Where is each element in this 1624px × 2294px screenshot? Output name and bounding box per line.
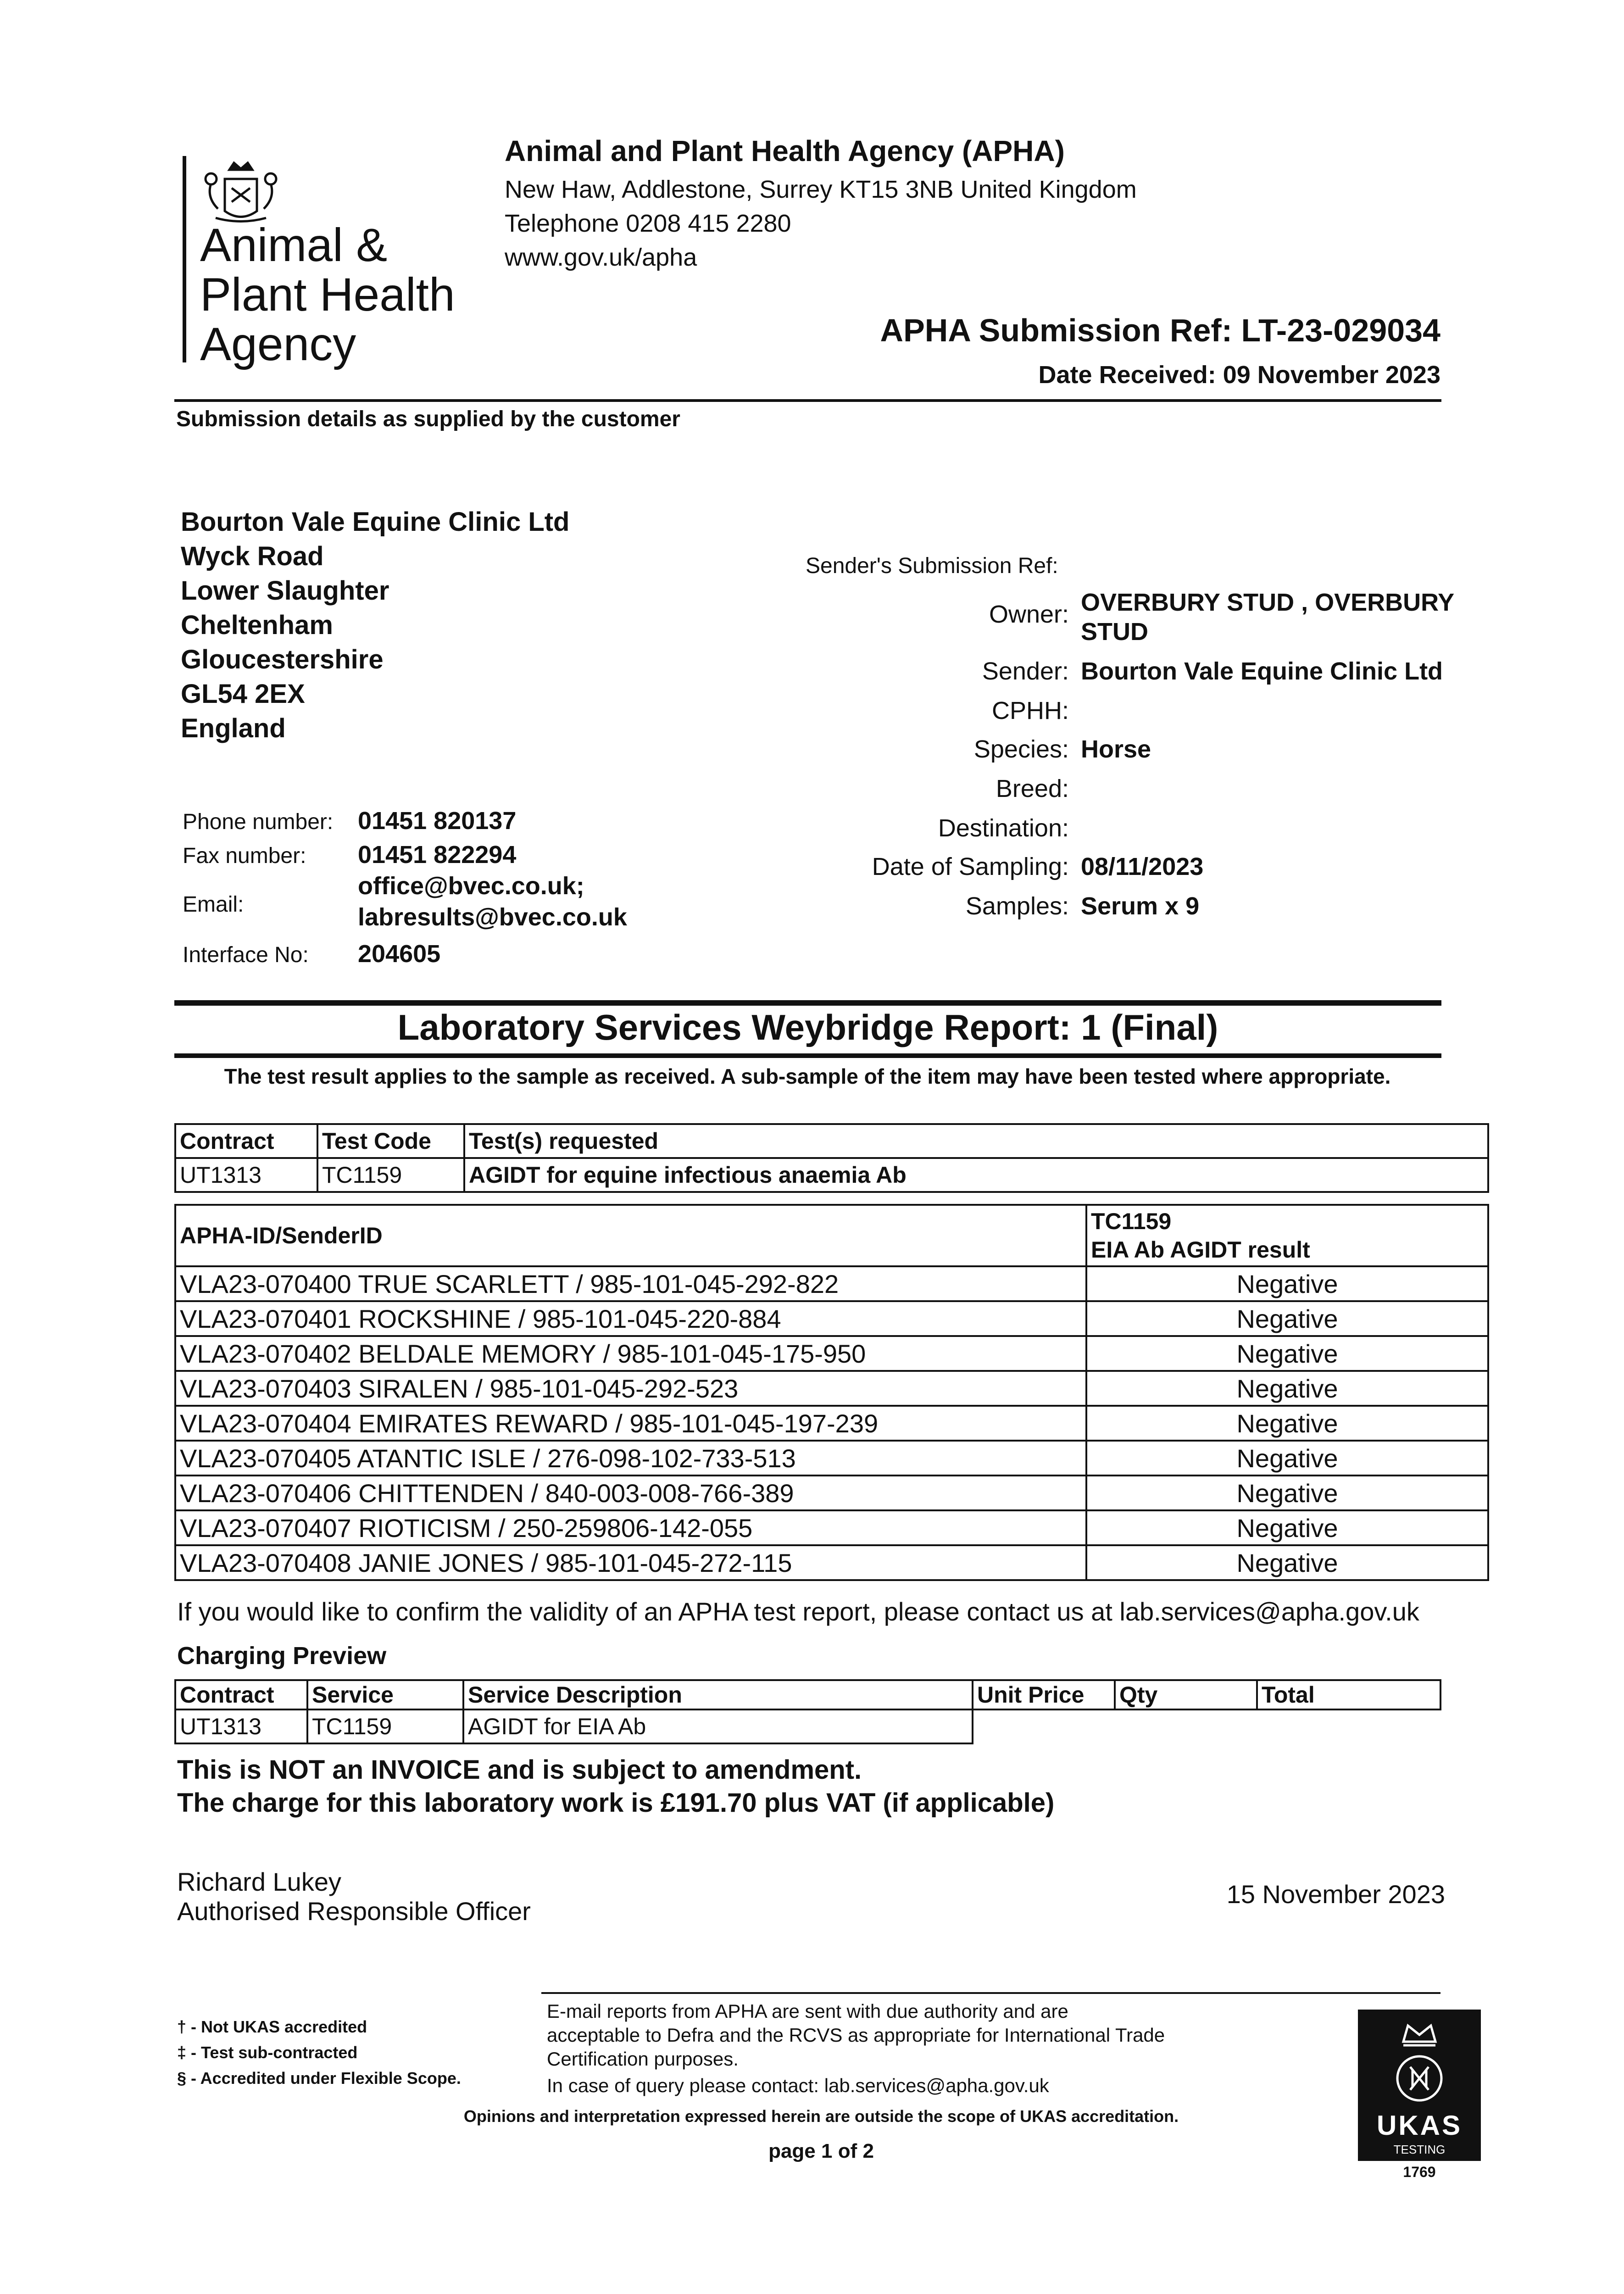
td-chg-service: TC1159 xyxy=(307,1709,463,1743)
report-bottom-rule xyxy=(174,1053,1441,1058)
row-id: VLA23-070407 RIOTICISM / 250-259806-142-055 xyxy=(175,1510,1086,1545)
th-chg-qty: Qty xyxy=(1115,1680,1257,1709)
breed-label: Breed: xyxy=(996,775,1069,802)
footer-rule xyxy=(541,1992,1440,1994)
org-website[interactable]: www.gov.uk/apha xyxy=(505,244,697,271)
phone-value: 01451 820137 xyxy=(358,807,517,835)
signature-block xyxy=(177,1867,531,1926)
table-row xyxy=(175,1545,1488,1580)
th-contract: Contract xyxy=(175,1124,317,1158)
address-line: Bourton Vale Equine Clinic Ltd xyxy=(181,507,570,537)
table-row xyxy=(175,1441,1488,1476)
email-label: Email: xyxy=(183,892,244,917)
org-name: Animal and Plant Health Agency (APHA) xyxy=(505,134,1065,167)
fax-value: 01451 822294 xyxy=(358,841,517,869)
owner-value-1: OVERBURY STUD , OVERBURY xyxy=(1081,589,1455,616)
table-row xyxy=(175,1266,1488,1301)
legend-item: § - Accredited under Flexible Scope. xyxy=(177,2069,461,2088)
validity-note: If you would like to confirm the validity of an APHA test report, please contact us at lab.services@apha.gov.uk xyxy=(177,1597,1419,1626)
sampling-label: Date of Sampling: xyxy=(872,853,1069,880)
test-table xyxy=(174,1123,1489,1193)
report-title: Laboratory Services Weybridge Report: 1 (Final) xyxy=(397,1007,1218,1047)
owner-label: Owner: xyxy=(989,601,1069,628)
row-id: VLA23-070406 CHITTENDEN / 840-003-008-766-389 xyxy=(175,1476,1086,1510)
row-result: Negative xyxy=(1086,1476,1488,1510)
phone-label: Phone number: xyxy=(183,810,334,834)
row-result: Negative xyxy=(1086,1406,1488,1441)
table-row xyxy=(175,1371,1488,1406)
interface-value: 204605 xyxy=(358,940,441,968)
logo-rule xyxy=(183,156,186,362)
results-table xyxy=(174,1204,1489,1581)
row-id: VLA23-070400 TRUE SCARLETT / 985-101-045-292-822 xyxy=(175,1266,1086,1301)
submission-ref: APHA Submission Ref: LT-23-029034 xyxy=(880,312,1440,348)
sender-label: Sender: xyxy=(982,657,1069,685)
row-id: VLA23-070402 BELDALE MEMORY / 985-101-045-175-950 xyxy=(175,1336,1086,1371)
interface-label: Interface No: xyxy=(183,943,309,967)
address-line: Wyck Road xyxy=(181,541,324,571)
table-row xyxy=(175,1510,1488,1545)
opinions-note: Opinions and interpretation expressed herein are outside the scope of UKAS accreditation. xyxy=(463,2107,1179,2126)
address-line: Cheltenham xyxy=(181,610,333,640)
org-address: New Haw, Addlestone, Surrey KT15 3NB United Kingdom xyxy=(505,176,1137,203)
td-test-code: TC1159 xyxy=(317,1158,464,1192)
row-id: VLA23-070405 ATANTIC ISLE / 276-098-102-733-513 xyxy=(175,1441,1086,1476)
table-row xyxy=(175,1336,1488,1371)
email-note-line: Certification purposes. xyxy=(547,2048,739,2070)
th-apha-id: APHA-ID/SenderID xyxy=(175,1205,1086,1266)
page-number: page 1 of 2 xyxy=(768,2140,874,2162)
td-tests-requested: AGIDT for equine infectious anaemia Ab xyxy=(464,1158,1488,1192)
row-result: Negative xyxy=(1086,1301,1488,1336)
charging-title: Charging Preview xyxy=(177,1642,387,1670)
email-value-1[interactable]: office@bvec.co.uk; xyxy=(358,872,584,900)
species-label: Species: xyxy=(973,735,1069,763)
customer-address xyxy=(181,505,570,746)
address-line: England xyxy=(181,713,286,743)
not-invoice-note: This is NOT an INVOICE and is subject to amendment. xyxy=(177,1755,862,1785)
footer-legend xyxy=(177,2014,461,2091)
email-note-line: E-mail reports from APHA are sent with due authority and are xyxy=(547,2000,1068,2022)
ukas-badge xyxy=(1358,2010,1481,2161)
logo-line: Animal & xyxy=(200,219,388,271)
report-date: 15 November 2023 xyxy=(1226,1880,1445,1909)
row-result: Negative xyxy=(1086,1266,1488,1301)
address-line: Gloucestershire xyxy=(181,645,384,674)
samples-label: Samples: xyxy=(965,892,1069,920)
th-chg-unit-price: Unit Price xyxy=(973,1680,1115,1709)
sender-value: Bourton Vale Equine Clinic Ltd xyxy=(1081,657,1443,685)
legend-item: ‡ - Test sub-contracted xyxy=(177,2043,358,2062)
th-result-name: EIA Ab AGIDT result xyxy=(1091,1237,1310,1263)
td-chg-description: AGIDT for EIA Ab xyxy=(463,1709,973,1743)
row-id: VLA23-070408 JANIE JONES / 985-101-045-272-115 xyxy=(175,1545,1086,1580)
td-chg-empty xyxy=(1115,1709,1257,1743)
th-result xyxy=(1086,1205,1488,1266)
row-result: Negative xyxy=(1086,1441,1488,1476)
ukas-crown-icon xyxy=(1385,2019,1454,2106)
td-chg-empty xyxy=(1257,1709,1440,1743)
footer-email-note xyxy=(547,1999,1235,2098)
row-result: Negative xyxy=(1086,1510,1488,1545)
address-line: GL54 2EX xyxy=(181,679,305,709)
signatory-role: Authorised Responsible Officer xyxy=(177,1897,531,1926)
fax-label: Fax number: xyxy=(183,844,306,868)
royal-crest-icon xyxy=(197,156,284,225)
ukas-number: 1769 xyxy=(1403,2164,1436,2180)
email-value-2[interactable]: labresults@bvec.co.uk xyxy=(358,903,627,931)
table-row xyxy=(175,1406,1488,1441)
row-result: Negative xyxy=(1086,1545,1488,1580)
table-row xyxy=(175,1301,1488,1336)
th-chg-description: Service Description xyxy=(463,1680,973,1709)
td-chg-contract: UT1313 xyxy=(175,1709,307,1743)
logo-line: Agency xyxy=(200,318,356,370)
query-note: In case of query please contact: lab.services@apha.gov.uk xyxy=(547,2075,1049,2096)
species-value: Horse xyxy=(1081,735,1151,763)
th-result-code: TC1159 xyxy=(1091,1208,1172,1234)
address-line: Lower Slaughter xyxy=(181,576,389,606)
report-note: The test result applies to the sample as received. A sub-sample of the item may have been tested where appropriate. xyxy=(224,1064,1391,1088)
row-id: VLA23-070401 ROCKSHINE / 985-101-045-220-884 xyxy=(175,1301,1086,1336)
submission-caption: Submission details as supplied by the customer xyxy=(176,407,680,431)
th-chg-service: Service xyxy=(307,1680,463,1709)
row-id: VLA23-070403 SIRALEN / 985-101-045-292-523 xyxy=(175,1371,1086,1406)
date-received: Date Received: 09 November 2023 xyxy=(1038,361,1440,389)
row-result: Negative xyxy=(1086,1336,1488,1371)
ukas-sub: TESTING xyxy=(1393,2143,1446,2156)
cphh-label: CPHH: xyxy=(991,697,1069,724)
ukas-label: UKAS xyxy=(1376,2110,1462,2141)
td-contract: UT1313 xyxy=(175,1158,317,1192)
logo-line: Plant Health xyxy=(200,268,455,321)
th-chg-total: Total xyxy=(1257,1680,1440,1709)
row-id: VLA23-070404 EMIRATES REWARD / 985-101-045-197-239 xyxy=(175,1406,1086,1441)
table-row xyxy=(175,1476,1488,1510)
header-divider xyxy=(174,399,1441,402)
th-tests-requested: Test(s) requested xyxy=(464,1124,1488,1158)
senders-ref-label: Sender's Submission Ref: xyxy=(806,554,1058,578)
charging-table xyxy=(174,1679,1441,1744)
signatory-name: Richard Lukey xyxy=(177,1867,341,1896)
td-chg-empty xyxy=(973,1709,1115,1743)
report-top-rule xyxy=(174,1000,1441,1006)
owner-value-2: STUD xyxy=(1081,618,1148,646)
destination-label: Destination: xyxy=(938,814,1069,842)
samples-value: Serum x 9 xyxy=(1081,892,1200,920)
org-telephone: Telephone 0208 415 2280 xyxy=(505,210,791,237)
email-note-line: acceptable to Defra and the RCVS as appropriate for International Trade xyxy=(547,2024,1165,2046)
logo-text xyxy=(200,220,455,369)
row-result: Negative xyxy=(1086,1371,1488,1406)
th-chg-contract: Contract xyxy=(175,1680,307,1709)
charge-notes xyxy=(177,1754,1054,1820)
legend-item: † - Not UKAS accredited xyxy=(177,2017,367,2036)
th-test-code: Test Code xyxy=(317,1124,464,1158)
charge-amount-note: The charge for this laboratory work is £191.70 plus VAT (if applicable) xyxy=(177,1788,1055,1818)
sampling-value: 08/11/2023 xyxy=(1081,853,1204,880)
